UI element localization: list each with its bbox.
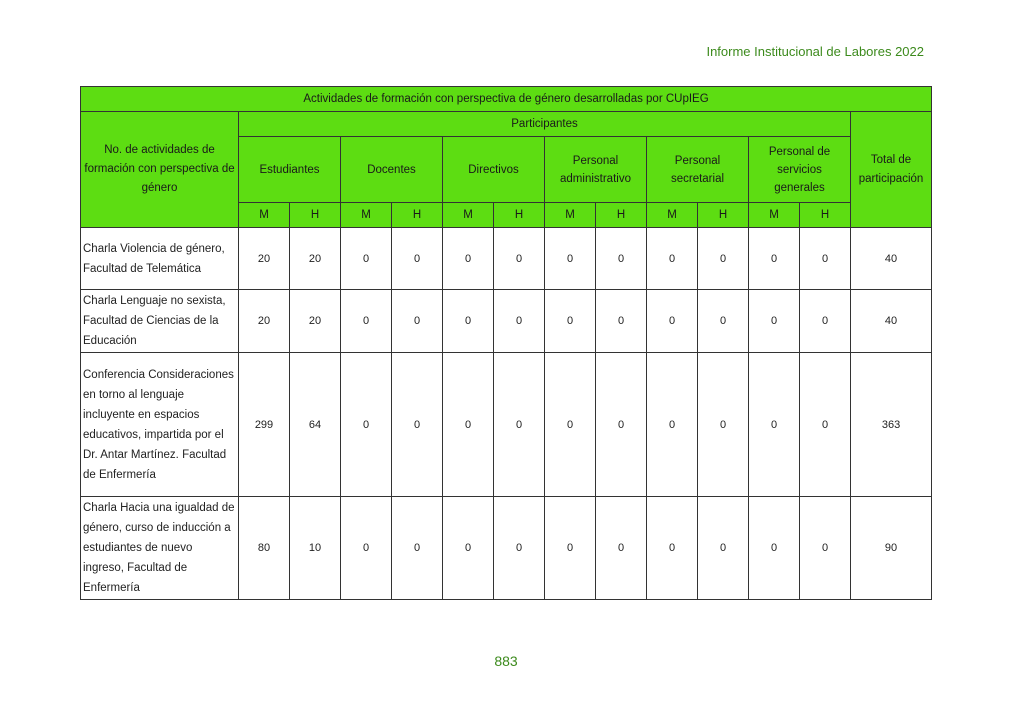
participant-count: 0 <box>443 497 494 600</box>
sub-header-m: M <box>545 203 596 228</box>
total-participation: 363 <box>851 353 932 497</box>
participant-count: 0 <box>749 353 800 497</box>
page-number: 883 <box>494 653 518 669</box>
participant-count: 0 <box>392 497 443 600</box>
category-header: Docentes <box>341 137 443 203</box>
participant-count: 0 <box>494 497 545 600</box>
participant-count: 0 <box>341 353 392 497</box>
participant-count: 0 <box>596 497 647 600</box>
participant-count: 0 <box>698 497 749 600</box>
activity-column-header: No. de actividades de formación con perspectiva de género <box>81 112 239 228</box>
participant-count: 0 <box>749 228 800 290</box>
activity-name: Charla Violencia de género, Facultad de Telemática <box>81 228 239 290</box>
participant-count: 0 <box>800 290 851 353</box>
participant-count: 0 <box>341 228 392 290</box>
sub-header-m: M <box>239 203 290 228</box>
participant-count: 0 <box>698 290 749 353</box>
sub-header-m: M <box>749 203 800 228</box>
participant-count: 0 <box>494 290 545 353</box>
participant-count: 20 <box>290 290 341 353</box>
participant-count: 80 <box>239 497 290 600</box>
category-header: Personal de servicios generales <box>749 137 851 203</box>
participant-count: 0 <box>545 290 596 353</box>
activity-name: Charla Hacia una igualdad de género, curso de inducción a estudiantes de nuevo ingreso, Facultad de Enfermería <box>81 497 239 600</box>
report-header-title: Informe Institucional de Labores 2022 <box>706 44 924 59</box>
participant-count: 0 <box>443 353 494 497</box>
participant-count: 0 <box>698 228 749 290</box>
participant-count: 0 <box>800 353 851 497</box>
participant-count: 0 <box>647 228 698 290</box>
participant-count: 0 <box>749 290 800 353</box>
table-row <box>81 497 932 600</box>
participant-count: 0 <box>800 228 851 290</box>
sub-header-m: M <box>341 203 392 228</box>
participant-count: 20 <box>239 290 290 353</box>
sub-header-m: M <box>443 203 494 228</box>
participant-count: 0 <box>545 353 596 497</box>
participant-count: 0 <box>494 228 545 290</box>
participant-count: 0 <box>341 497 392 600</box>
participant-count: 0 <box>443 228 494 290</box>
participant-count: 0 <box>596 353 647 497</box>
table-row <box>81 353 932 497</box>
sub-header-h: H <box>698 203 749 228</box>
participants-header: Participantes <box>239 112 851 137</box>
participant-count: 64 <box>290 353 341 497</box>
participant-count: 0 <box>443 290 494 353</box>
participant-count: 0 <box>392 353 443 497</box>
category-header: Estudiantes <box>239 137 341 203</box>
total-column-header: Total de participación <box>851 112 932 228</box>
participant-count: 0 <box>647 353 698 497</box>
table-row <box>81 228 932 290</box>
total-participation: 90 <box>851 497 932 600</box>
participant-count: 0 <box>647 290 698 353</box>
sub-header-h: H <box>290 203 341 228</box>
participant-count: 0 <box>596 290 647 353</box>
participant-count: 20 <box>290 228 341 290</box>
activity-name: Conferencia Consideraciones en torno al lenguaje incluyente en espacios educativos, impartida por el Dr. Antar Martínez. Facultad de Enfermería <box>81 353 239 497</box>
participant-count: 0 <box>494 353 545 497</box>
category-header: Personal secretarial <box>647 137 749 203</box>
participant-count: 0 <box>545 228 596 290</box>
sub-header-h: H <box>596 203 647 228</box>
table-title: Actividades de formación con perspectiva de género desarrolladas por CUpIEG <box>81 87 932 112</box>
participant-count: 0 <box>392 228 443 290</box>
sub-header-h: H <box>392 203 443 228</box>
participant-count: 0 <box>749 497 800 600</box>
activity-name: Charla Lenguaje no sexista, Facultad de Ciencias de la Educación <box>81 290 239 353</box>
activities-table <box>80 86 932 600</box>
participant-count: 20 <box>239 228 290 290</box>
sub-header-m: M <box>647 203 698 228</box>
total-participation: 40 <box>851 228 932 290</box>
participant-count: 0 <box>596 228 647 290</box>
total-participation: 40 <box>851 290 932 353</box>
participant-count: 0 <box>800 497 851 600</box>
sub-header-h: H <box>494 203 545 228</box>
category-header: Personal administrativo <box>545 137 647 203</box>
participant-count: 0 <box>545 497 596 600</box>
participant-count: 0 <box>392 290 443 353</box>
participant-count: 10 <box>290 497 341 600</box>
participant-count: 0 <box>341 290 392 353</box>
sub-header-h: H <box>800 203 851 228</box>
participant-count: 299 <box>239 353 290 497</box>
participant-count: 0 <box>647 497 698 600</box>
category-header: Directivos <box>443 137 545 203</box>
table-row <box>81 290 932 353</box>
participant-count: 0 <box>698 353 749 497</box>
